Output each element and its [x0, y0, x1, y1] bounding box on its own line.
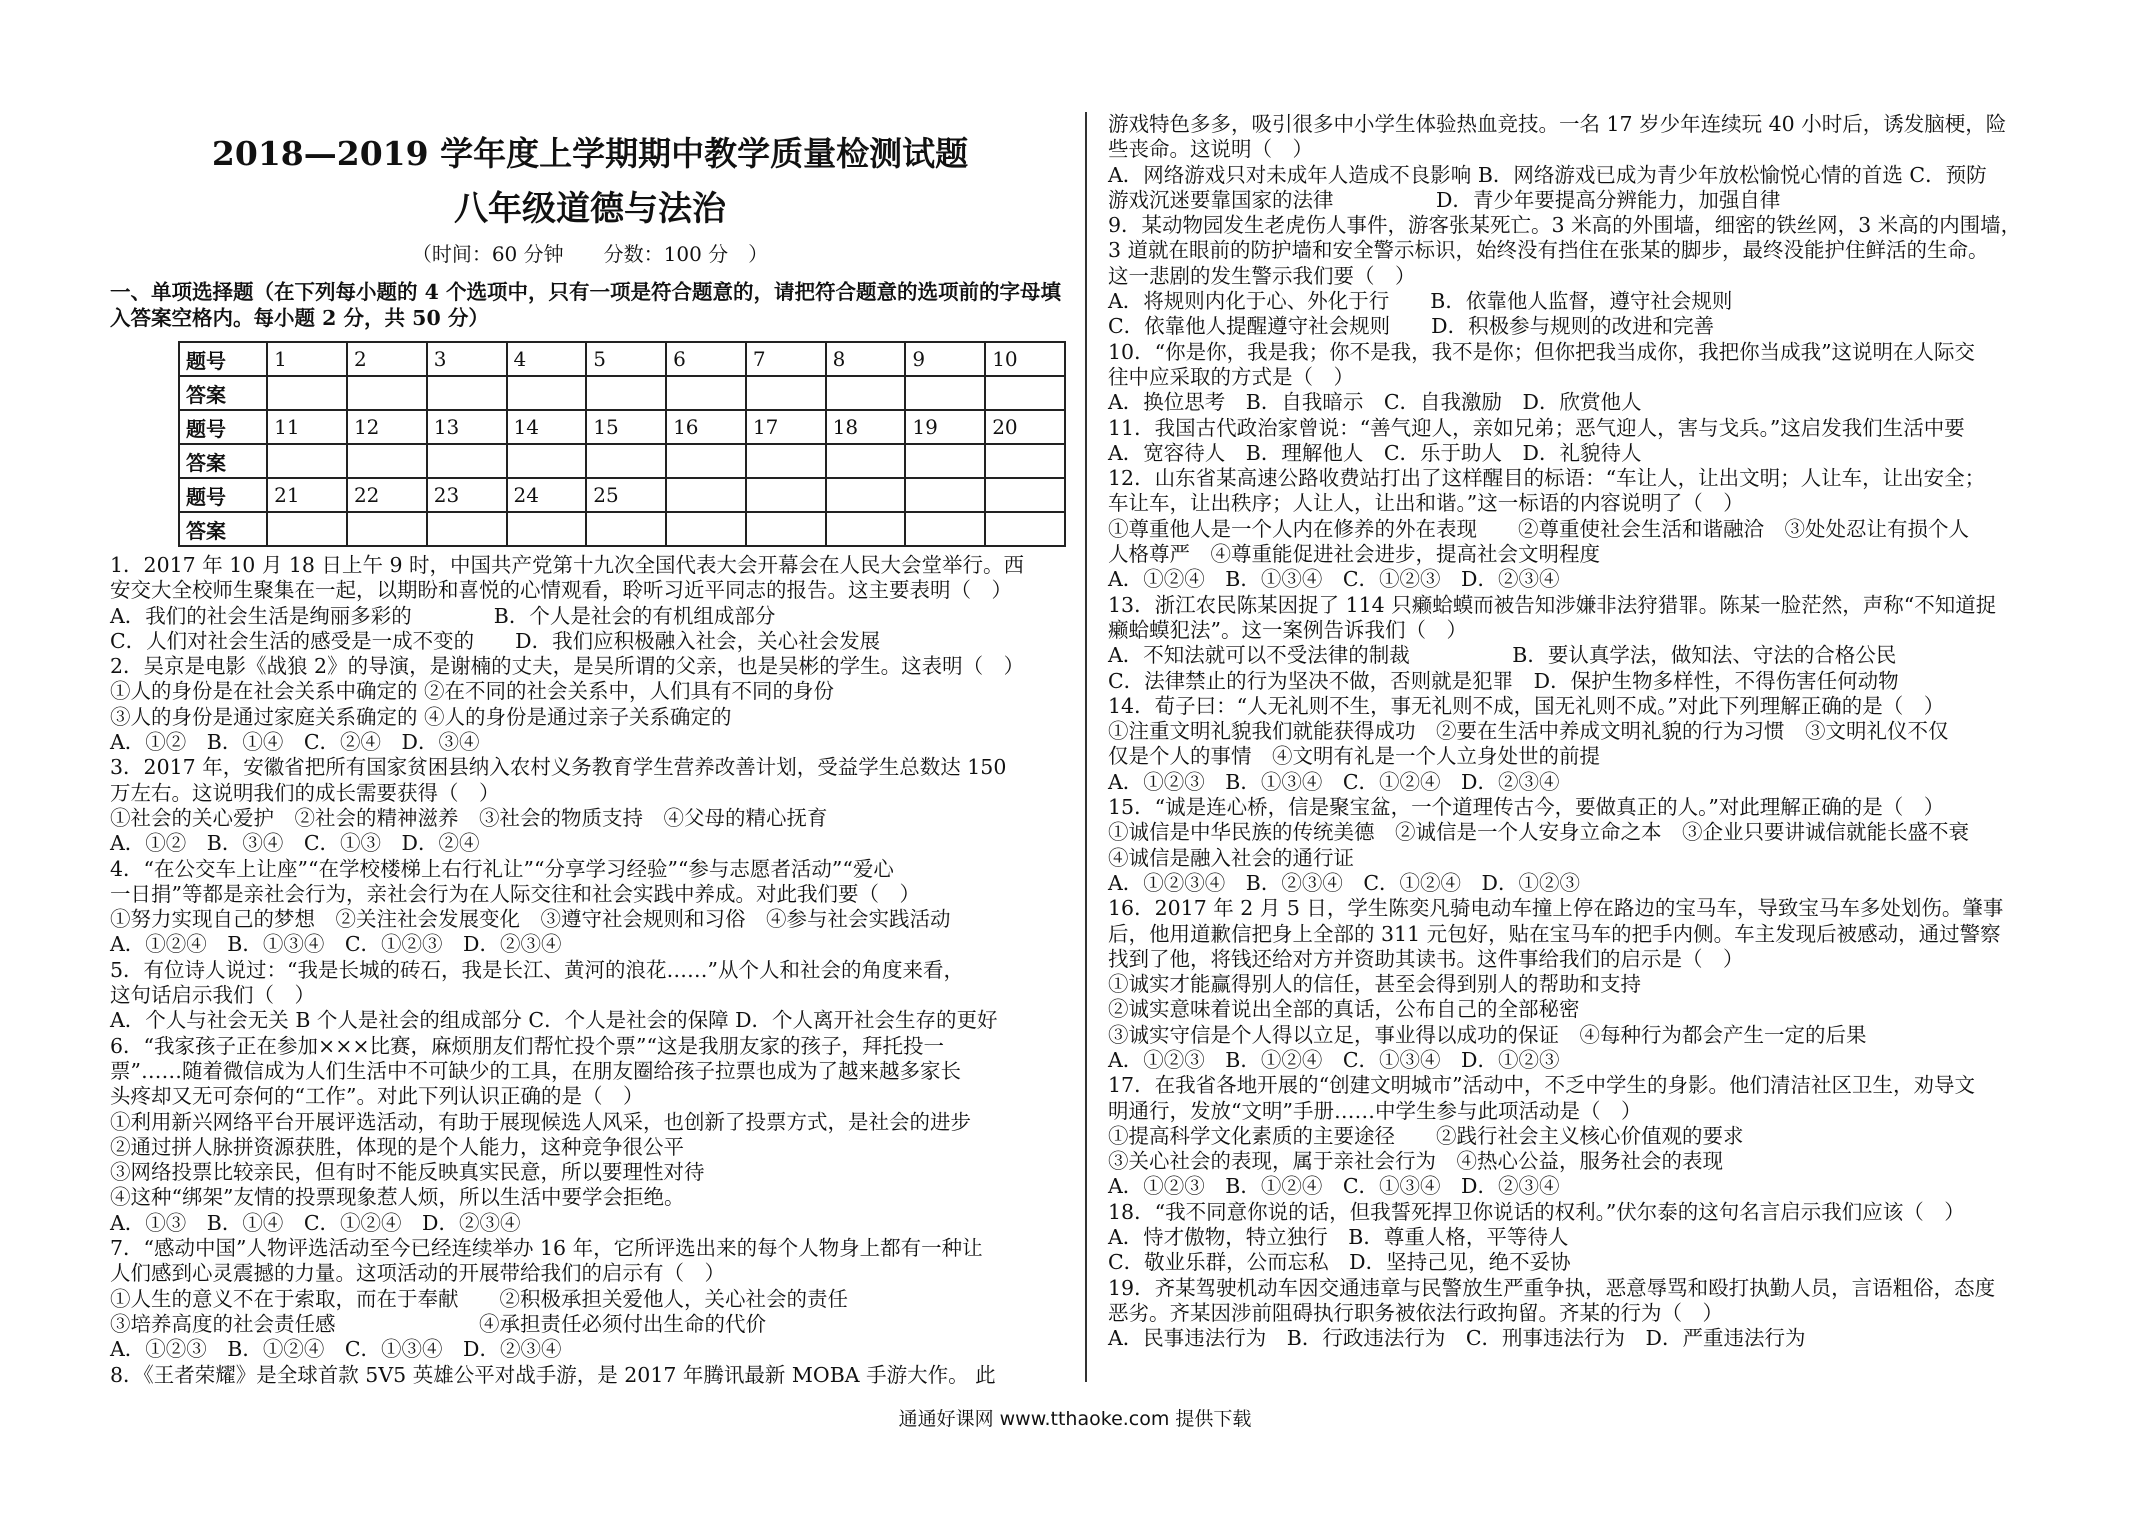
- question-number-cell: [666, 478, 746, 512]
- table-row: [179, 342, 1065, 376]
- text-line: 明通行，发放“文明”手册……中学生参与此项活动是（ ）: [1108, 1098, 1642, 1123]
- text-line: 14．荀子曰：“人无礼则不生，事无礼则不成，国无礼则不成。”对此下列理解正确的是（ ）: [1108, 693, 1945, 718]
- text-line: ①提高科学文化素质的主要途径 ②践行社会主义核心价值观的要求: [1108, 1123, 1744, 1148]
- text-line: 一日捐”等都是亲社会行为，亲社会行为在人际交往和社会实践中养成。对此我们要（ ）: [110, 881, 920, 906]
- text-line: 12．山东省某高速公路收费站打出了这样醒目的标语：“车让人，让出文明；人让车，让出安全；: [1108, 466, 1986, 491]
- text-line: 3 道就在眼前的防护墙和安全警示标识，始终没有挡住在张某的脚步，最终没能护住鲜活的生命。: [1108, 238, 1989, 263]
- row-label: 答案: [179, 444, 267, 478]
- text-line: 人们感到心灵震撼的力量。这项活动的开展带给我们的启示有（ ）: [110, 1261, 725, 1286]
- left-question-list: [110, 553, 1070, 1388]
- question-number-cell: 22: [347, 478, 427, 512]
- answer-table: [178, 341, 1066, 547]
- text-line: 这一悲剧的发生警示我们要（ ）: [1108, 263, 1416, 288]
- text-line: 车让车，让出秩序；人让人，让出和谐。”这一标语的内容说明了（ ）: [1108, 491, 1744, 516]
- text-line: A．将规则内化于心、外化于行 B．依靠他人监督，遵守社会规则: [1108, 289, 1733, 314]
- text-line: A．不知法就可以不受法律的制裁 B．要认真学法，做知法、守法的合格公民: [1108, 643, 1897, 668]
- text-line: 头疼却又无可奈何的“工作”。对此下列认识正确的是（ ）: [110, 1084, 644, 1109]
- question-number-cell: 11: [267, 410, 347, 444]
- text-line: A．①②④ B．①③④ C．①②③ D．②③④: [110, 932, 562, 957]
- text-line: 游戏特色多多，吸引很多中小学生体验热血竞技。一名 17 岁少年连续玩 40 小时后，诱发脑梗，险: [1108, 112, 2007, 136]
- right-question-list: [1108, 112, 2058, 1352]
- answer-cell[interactable]: [905, 376, 985, 410]
- question-number-cell: 9: [905, 342, 985, 376]
- question-number-cell: 14: [507, 410, 587, 444]
- question-number-cell: [746, 478, 826, 512]
- answer-cell[interactable]: [267, 444, 347, 478]
- text-line: C．法律禁止的行为坚决不做，否则就是犯罪 D．保护生物多样性，不得伤害任何动物: [1108, 668, 1899, 693]
- answer-cell[interactable]: [826, 376, 906, 410]
- question-number-cell: [985, 478, 1065, 512]
- text-line: 仅是个人的事情 ④文明有礼是一个人立身处世的前提: [1108, 744, 1600, 769]
- question-number-cell: 24: [507, 478, 587, 512]
- text-line: A．我们的社会生活是绚丽多彩的 B．个人是社会的有机组成部分: [110, 603, 776, 628]
- table-row: [179, 512, 1065, 546]
- text-line: 6．“我家孩子正在参加×××比赛，麻烦朋友们帮忙投个票”“这是我朋友家的孩子，拜托投一: [110, 1033, 945, 1058]
- question-number-cell: [905, 478, 985, 512]
- text-line: ①利用新兴网络平台开展评选活动，有助于展现候选人风采，也创新了投票方式，是社会的进步: [110, 1109, 971, 1134]
- question-number-cell: 20: [985, 410, 1065, 444]
- text-line: 2．吴京是电影《战狼 2》的导演，是谢楠的丈夫，是吴所谓的父亲，也是吴彬的学生。这表明（ ）: [110, 654, 1025, 679]
- answer-cell[interactable]: [746, 512, 826, 546]
- text-line: 这句话启示我们（ ）: [110, 983, 315, 1008]
- text-line: A．①②③④ B．②③④ C．①②④ D．①②③: [1108, 870, 1580, 895]
- question-number-cell: 13: [427, 410, 507, 444]
- row-label: 答案: [179, 376, 267, 410]
- answer-cell[interactable]: [905, 444, 985, 478]
- text-line: 7．“感动中国”人物评选活动至今已经连续举办 16 年，它所评选出来的每个人物身上都有一种让: [110, 1236, 983, 1261]
- answer-cell[interactable]: [427, 444, 507, 478]
- question-number-cell: 4: [507, 342, 587, 376]
- question-number-cell: 10: [985, 342, 1065, 376]
- answer-cell[interactable]: [427, 512, 507, 546]
- text-line: ③人的身份是通过家庭关系确定的 ④人的身份是通过亲子关系确定的: [110, 704, 732, 729]
- text-line: 13．浙江农民陈某因捉了 114 只癞蛤蟆而被告知涉嫌非法狩猎罪。陈某一脸茫然，声称“不知道捉: [1108, 592, 1997, 617]
- text-line: 15．“诚是连心桥，信是聚宝盆，一个道理传古今，要做真正的人。”对此理解正确的是（ ）: [1108, 795, 1945, 820]
- answer-cell[interactable]: [905, 512, 985, 546]
- answer-cell[interactable]: [347, 512, 427, 546]
- exam-meta: （时间：60 分钟 分数：100 分 ）: [411, 242, 769, 266]
- exam-title: 2018—2019 学年度上学期期中教学质量检测试题: [211, 134, 969, 173]
- text-line: ①注重文明礼貌我们就能获得成功 ②要在生活中养成文明礼貌的行为习惯 ③文明礼仪不仅: [1108, 719, 1949, 744]
- text-line: ③诚实守信是个人得以立足，事业得以成功的保证 ④每种行为都会产生一定的后果: [1108, 1022, 1867, 1047]
- answer-cell[interactable]: [826, 444, 906, 478]
- question-number-cell: 12: [347, 410, 427, 444]
- answer-cell[interactable]: [507, 512, 587, 546]
- text-line: ④这种“绑架”友情的投票现象惹人烦，所以生活中要学会拒绝。: [110, 1185, 685, 1210]
- answer-cell[interactable]: [985, 444, 1065, 478]
- question-number-cell: 25: [586, 478, 666, 512]
- text-line: A．①②③ B．①②④ C．①③④ D．②③④: [1108, 1174, 1560, 1199]
- table-row: [179, 444, 1065, 478]
- answer-cell[interactable]: [347, 444, 427, 478]
- text-line: ③培养高度的社会责任感 ④承担责任必须付出生命的代价: [110, 1311, 766, 1336]
- table-row: [179, 410, 1065, 444]
- question-number-cell: 8: [826, 342, 906, 376]
- answer-cell[interactable]: [347, 376, 427, 410]
- answer-cell[interactable]: [267, 376, 347, 410]
- answer-cell[interactable]: [427, 376, 507, 410]
- answer-cell[interactable]: [985, 376, 1065, 410]
- text-line: A．①②③ B．①②④ C．①③④ D．②③④: [110, 1337, 562, 1362]
- text-line: A．网络游戏只对未成年人造成不良影响 B．网络游戏已成为青少年放松愉悦心情的首选 C．预防: [1108, 162, 1987, 187]
- answer-cell[interactable]: [267, 512, 347, 546]
- text-line: ①诚实才能赢得别人的信任，甚至会得到别人的帮助和支持: [1108, 972, 1641, 997]
- text-line: 9．某动物园发生老虎伤人事件，游客张某死亡。3 米高的外围墙，细密的铁丝网，3 米高的内围墙，: [1108, 213, 2022, 238]
- row-label: 题号: [179, 478, 267, 512]
- text-line: A．①③ B．①④ C．①②④ D．②③④: [110, 1210, 521, 1235]
- text-line: ④诚信是融入社会的通行证: [1108, 845, 1354, 870]
- text-line: 人格尊严 ④尊重能促进社会进步，提高社会文明程度: [1108, 542, 1600, 567]
- text-line: A．①② B．③④ C．①③ D．②④: [110, 831, 480, 856]
- text-line: 后，他用道歉信把身上全部的 311 元包好，贴在宝马车的把手内侧。车主发现后被感动，通过警察: [1108, 921, 2001, 946]
- text-line: ①尊重他人是一个人内在修养的外在表现 ②尊重使社会生活和谐融洽 ③处处忍让有损个人: [1108, 516, 1969, 541]
- question-number-cell: 16: [666, 410, 746, 444]
- question-number-cell: 21: [267, 478, 347, 512]
- question-number-cell: 17: [746, 410, 826, 444]
- question-number-cell: 7: [746, 342, 826, 376]
- question-number-cell: 3: [427, 342, 507, 376]
- text-line: 恶劣。齐某因涉前阻碍执行职务被依法行政拘留。齐某的行为（ ）: [1108, 1300, 1723, 1325]
- column-divider: [1085, 112, 1087, 1382]
- text-line: A．①②③ B．①②④ C．①③④ D．①②③: [1108, 1047, 1560, 1072]
- text-line: C．依靠他人提醒遵守社会规则 D．积极参与规则的改进和完善: [1108, 314, 1715, 339]
- text-line: A．个人与社会无关 B 个人是社会的组成部分 C．个人是社会的保障 D．个人离开社会生存的更好: [110, 1008, 998, 1033]
- answer-cell[interactable]: [985, 512, 1065, 546]
- text-line: ①社会的关心爱护 ②社会的精神滋养 ③社会的物质支持 ④父母的精心抚育: [110, 805, 828, 830]
- question-number-cell: 2: [347, 342, 427, 376]
- answer-cell[interactable]: [746, 444, 826, 478]
- question-number-cell: 19: [905, 410, 985, 444]
- right-column: [1108, 112, 2058, 1352]
- answer-cell[interactable]: [507, 376, 587, 410]
- text-line: ②通过拼人脉拼资源获胜，体现的是个人能力，这种竞争很公平: [110, 1134, 684, 1159]
- text-line: 往中应采取的方式是（ ）: [1108, 364, 1354, 389]
- text-line: 5．有位诗人说过：“我是长城的砖石，我是长江、黄河的浪花……”从个人和社会的角度来看，: [110, 957, 965, 982]
- text-line: 11．我国古代政治家曾说：“善气迎人，亲如兄弟；恶气迎人，害与戈兵。”这启发我们生活中要: [1108, 415, 1965, 440]
- text-line: ①努力实现自己的梦想 ②关注社会发展变化 ③遵守社会规则和习俗 ④参与社会实践活动: [110, 907, 951, 932]
- exam-subtitle: 八年级道德与法治: [454, 189, 726, 229]
- text-line: 游戏沉迷要靠国家的法律 D．青少年要提高分辨能力，加强自律: [1108, 187, 1781, 212]
- question-number-cell: 18: [826, 410, 906, 444]
- text-line: A．①②④ B．①③④ C．①②③ D．②③④: [1108, 567, 1560, 592]
- answer-cell[interactable]: [666, 444, 746, 478]
- text-line: 3．2017 年，安徽省把所有国家贫困县纳入农村义务教育学生营养改善计划，受益学生总数达 150: [110, 755, 1007, 780]
- question-number-cell: 6: [666, 342, 746, 376]
- section-heading: 一、单项选择题（在下列每小题的 4 个选项中，只有一项是符合题意的，请把符合题意的选项前的字母填入答案空格内。每小题 2 分，共 50 分）: [110, 280, 1062, 330]
- text-line: 1．2017 年 10 月 18 日上午 9 时，中国共产党第十九次全国代表大会开幕会在人民大会堂举行。西: [110, 553, 1025, 577]
- answer-cell[interactable]: [826, 512, 906, 546]
- row-label: 题号: [179, 410, 267, 444]
- answer-cell[interactable]: [586, 376, 666, 410]
- text-line: ①人生的意义不在于索取，而在于奉献 ②积极承担关爱他人，关心社会的责任: [110, 1286, 848, 1311]
- question-number-cell: 23: [427, 478, 507, 512]
- question-number-cell: 15: [586, 410, 666, 444]
- text-line: 4．“在公交车上让座”“在学校楼梯上右行礼让”“分享学习经验”“参与志愿者活动”“爱心: [110, 856, 894, 881]
- answer-cell[interactable]: [586, 512, 666, 546]
- text-line: A．宽容待人 B．理解他人 C．乐于助人 D．礼貌待人: [1108, 440, 1642, 465]
- text-line: 些丧命。这说明（ ）: [1108, 137, 1313, 162]
- text-line: ③关心社会的表现，属于亲社会行为 ④热心公益，服务社会的表现: [1108, 1149, 1723, 1174]
- text-line: ①诚信是中华民族的传统美德 ②诚信是一个人安身立命之本 ③企业只要讲诚信就能长盛不衰: [1108, 820, 1969, 845]
- answer-cell[interactable]: [666, 512, 746, 546]
- question-number-cell: [826, 478, 906, 512]
- text-line: ①人的身份是在社会关系中确定的 ②在不同的社会关系中，人们具有不同的身份: [110, 679, 835, 704]
- text-line: 票”……随着微信成为人们生活中不可缺少的工具，在朋友圈给孩子拉票也成为了越来越多家长: [110, 1058, 961, 1083]
- question-number-cell: 5: [586, 342, 666, 376]
- answer-cell[interactable]: [746, 376, 826, 410]
- text-line: 10．“你是你，我是我；你不是我，我不是你；但你把我当成你，我把你当成我”这说明在人际交: [1108, 339, 1976, 364]
- text-line: 18．“我不同意你说的话，但我誓死捍卫你说话的权利。”伏尔泰的这句名言启示我们应该（ ）: [1108, 1199, 1965, 1224]
- text-line: C．敬业乐群，公而忘私 D．坚持己见，绝不妥协: [1108, 1250, 1571, 1275]
- text-line: 找到了他，将钱还给对方并资助其读书。这件事给我们的启示是（ ）: [1108, 946, 1744, 971]
- left-column: [110, 110, 1070, 1388]
- question-number-cell: 1: [267, 342, 347, 376]
- text-line: 8．《王者荣耀》是全球首款 5V5 英雄公平对战手游，是 2017 年腾讯最新 MOBA 手游大作。 此: [110, 1362, 996, 1387]
- answer-cell[interactable]: [507, 444, 587, 478]
- text-line: 19．齐某驾驶机动车因交通违章与民警放生严重争执，恶意辱骂和殴打执勤人员，言语粗俗，态度: [1108, 1275, 1996, 1300]
- table-row: [179, 478, 1065, 512]
- row-label: 答案: [179, 512, 267, 546]
- text-line: 万左右。这说明我们的成长需要获得（ ）: [110, 780, 500, 805]
- row-label: 题号: [179, 342, 267, 376]
- text-line: ②诚实意味着说出全部的真话，公布自己的全部秘密: [1108, 997, 1580, 1022]
- text-line: A．恃才傲物，特立独行 B．尊重人格，平等待人: [1108, 1225, 1569, 1250]
- text-line: 安交大全校师生聚集在一起，以期盼和喜悦的心情观看，聆听习近平同志的报告。这主要表明（ ）: [110, 578, 1012, 603]
- text-line: A．换位思考 B．自我暗示 C．自我激励 D．欣赏他人: [1108, 390, 1642, 415]
- text-line: A．①② B．①④ C．②④ D．③④: [110, 730, 480, 755]
- answer-cell[interactable]: [586, 444, 666, 478]
- text-line: 16．2017 年 2 月 5 日，学生陈奕凡骑电动车撞上停在路边的宝马车，导致宝马车多处划伤。肇事: [1108, 896, 2004, 921]
- text-line: A．民事违法行为 B．行政违法行为 C．刑事违法行为 D．严重违法行为: [1108, 1326, 1806, 1351]
- text-line: 17．在我省各地开展的“创建文明城市”活动中，不乏中学生的身影。他们清洁社区卫生，劝导文: [1108, 1073, 1976, 1098]
- footer-credit: 通通好课网 www.tthaoke.com 提供下载: [898, 1408, 1252, 1430]
- text-line: C．人们对社会生活的感受是一成不变的 D．我们应积极融入社会，关心社会发展: [110, 628, 881, 653]
- text-line: ③网络投票比较亲民，但有时不能反映真实民意，所以要理性对待: [110, 1160, 705, 1185]
- text-line: A．①②③ B．①③④ C．①②④ D．②③④: [1108, 769, 1560, 794]
- text-line: 癞蛤蟆犯法”。这一案例告诉我们（ ）: [1108, 617, 1467, 642]
- table-row: [179, 376, 1065, 410]
- answer-cell[interactable]: [666, 376, 746, 410]
